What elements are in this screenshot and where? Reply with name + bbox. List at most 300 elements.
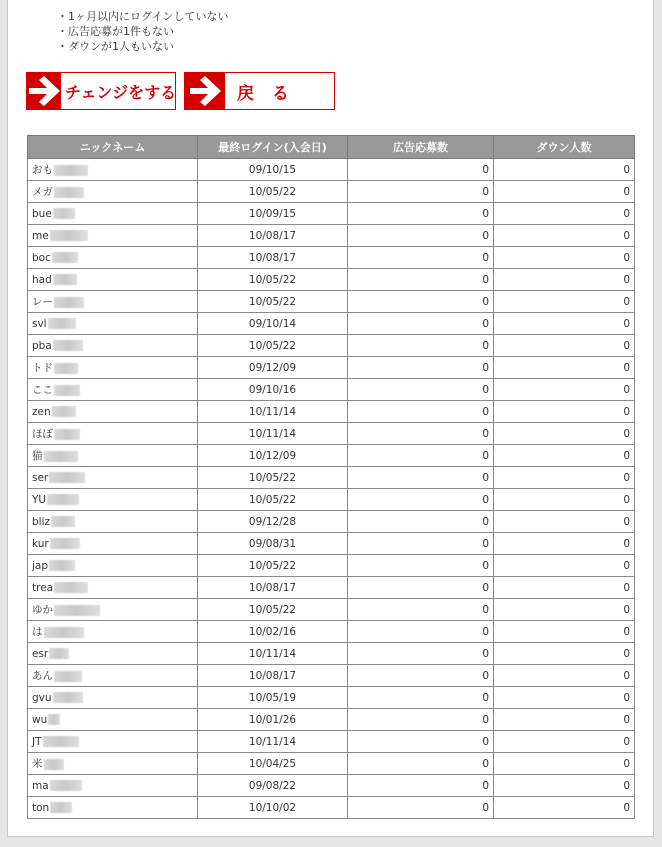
ad-applications-cell-text: 0 (482, 691, 489, 704)
table-row (28, 203, 635, 225)
nickname-cell-text: esr (32, 647, 49, 660)
last-login-cell-text: 10/02/16 (248, 625, 297, 638)
note-no-ad-applications: ・広告応募が1件もない (57, 25, 174, 38)
arrow-right-icon (185, 73, 225, 109)
last-login-cell-text: 10/11/14 (248, 427, 297, 440)
redacted-nickname (49, 472, 85, 483)
table-row (28, 775, 635, 797)
last-login-cell (198, 445, 348, 467)
nickname-cell-text: ほぼ (32, 428, 53, 440)
last-login-cell-text: 10/05/22 (248, 603, 297, 616)
ad-applications-cell (348, 511, 494, 533)
downline-count-cell (494, 181, 635, 203)
last-login-cell (198, 555, 348, 577)
last-login-cell (198, 423, 348, 445)
nickname-cell-text: あん (32, 670, 53, 682)
last-login-cell-text: 09/12/28 (248, 515, 297, 528)
downline-count-cell (494, 775, 635, 797)
table-header-row (28, 136, 635, 159)
table-row (28, 401, 635, 423)
nickname-cell-text: wu (32, 713, 48, 726)
last-login-cell (198, 247, 348, 269)
ad-applications-cell-text: 0 (482, 625, 489, 638)
downline-count-cell (494, 599, 635, 621)
ad-applications-cell (348, 555, 494, 577)
ad-applications-cell (348, 203, 494, 225)
condition-notes (57, 9, 228, 54)
nickname-cell (28, 511, 198, 533)
last-login-cell (198, 511, 348, 533)
table-row (28, 269, 635, 291)
last-login-cell-text: 10/08/17 (248, 251, 297, 264)
table-row (28, 731, 635, 753)
table-row (28, 445, 635, 467)
downline-count-cell-text: 0 (623, 317, 630, 330)
redacted-nickname (53, 340, 83, 351)
nickname-cell-text: ser (32, 471, 49, 484)
nickname-cell-text: had (32, 273, 52, 286)
last-login-cell (198, 291, 348, 313)
downline-count-cell (494, 357, 635, 379)
downline-count-cell-text: 0 (623, 251, 630, 264)
ad-applications-cell-text: 0 (482, 559, 489, 572)
ad-applications-cell-text: 0 (482, 273, 489, 286)
downline-count-cell (494, 621, 635, 643)
nickname-cell (28, 489, 198, 511)
table-row (28, 291, 635, 313)
redacted-nickname (44, 627, 84, 638)
last-login-cell (198, 489, 348, 511)
last-login-cell-text: 10/05/22 (248, 295, 297, 308)
redacted-nickname (52, 406, 76, 417)
ad-applications-cell-text: 0 (482, 471, 489, 484)
nickname-cell-text: kur (32, 537, 49, 550)
last-login-cell-text: 10/12/09 (248, 449, 297, 462)
downline-count-cell (494, 313, 635, 335)
ad-applications-cell-text: 0 (482, 757, 489, 770)
last-login-cell-text: 10/05/22 (248, 273, 297, 286)
redacted-nickname (43, 736, 79, 747)
member-table (27, 135, 635, 819)
last-login-cell-text: 10/04/25 (248, 757, 297, 770)
ad-applications-cell (348, 357, 494, 379)
last-login-cell-text: 09/10/16 (248, 383, 297, 396)
last-login-cell (198, 731, 348, 753)
table-row (28, 489, 635, 511)
nickname-cell-text: trea (32, 581, 54, 594)
last-login-cell (198, 599, 348, 621)
nickname-cell-text: pba (32, 339, 52, 352)
last-login-cell-text: 10/05/22 (248, 559, 297, 572)
table-row (28, 357, 635, 379)
ad-applications-cell (348, 467, 494, 489)
downline-count-cell-text: 0 (623, 647, 630, 660)
ad-applications-cell (348, 445, 494, 467)
downline-count-cell (494, 401, 635, 423)
ad-applications-cell-text: 0 (482, 713, 489, 726)
downline-count-cell-text: 0 (623, 779, 630, 792)
ad-applications-cell-text: 0 (482, 669, 489, 682)
table-row (28, 797, 635, 819)
column-header-downline-count: ダウン人数 (494, 136, 635, 159)
redacted-nickname (50, 802, 72, 813)
ad-applications-cell-text: 0 (482, 383, 489, 396)
ad-applications-cell-text: 0 (482, 581, 489, 594)
nickname-cell-text: bliz (32, 515, 51, 528)
table-row (28, 225, 635, 247)
last-login-cell (198, 577, 348, 599)
downline-count-cell (494, 225, 635, 247)
downline-count-cell-text: 0 (623, 581, 630, 594)
downline-count-cell-text: 0 (623, 493, 630, 506)
table-row (28, 709, 635, 731)
downline-count-cell (494, 159, 635, 181)
downline-count-cell (494, 555, 635, 577)
downline-count-cell (494, 533, 635, 555)
nickname-cell (28, 797, 198, 819)
downline-count-cell (494, 269, 635, 291)
downline-count-cell (494, 643, 635, 665)
nickname-cell (28, 467, 198, 489)
table-row (28, 621, 635, 643)
nickname-cell (28, 159, 198, 181)
nickname-cell (28, 203, 198, 225)
last-login-cell-text: 10/01/26 (248, 713, 297, 726)
last-login-cell-text: 10/08/17 (248, 581, 297, 594)
table-row (28, 577, 635, 599)
nickname-cell-text: YU (32, 493, 47, 506)
nickname-cell (28, 247, 198, 269)
last-login-cell (198, 269, 348, 291)
ad-applications-cell (348, 753, 494, 775)
downline-count-cell-text: 0 (623, 757, 630, 770)
nickname-cell-text: 猫 (32, 450, 43, 462)
last-login-cell-text: 10/05/22 (248, 185, 297, 198)
last-login-cell (198, 203, 348, 225)
nickname-cell (28, 665, 198, 687)
downline-count-cell (494, 511, 635, 533)
downline-count-cell (494, 291, 635, 313)
ad-applications-cell (348, 159, 494, 181)
nickname-cell (28, 555, 198, 577)
ad-applications-cell (348, 313, 494, 335)
redacted-nickname (53, 692, 83, 703)
table-row (28, 555, 635, 577)
nickname-cell-text: JT (32, 735, 42, 748)
ad-applications-cell-text: 0 (482, 779, 489, 792)
ad-applications-cell (348, 247, 494, 269)
nickname-cell (28, 225, 198, 247)
nickname-cell-text: 米 (32, 758, 43, 770)
redacted-nickname (51, 516, 75, 527)
downline-count-cell-text: 0 (623, 427, 630, 440)
nickname-cell (28, 269, 198, 291)
ad-applications-cell-text: 0 (482, 603, 489, 616)
downline-count-cell-text: 0 (623, 295, 630, 308)
ad-applications-cell-text: 0 (482, 361, 489, 374)
nickname-cell-text: レー (32, 296, 53, 308)
last-login-cell (198, 379, 348, 401)
ad-applications-cell-text: 0 (482, 647, 489, 660)
last-login-cell (198, 181, 348, 203)
last-login-cell (198, 467, 348, 489)
last-login-cell (198, 159, 348, 181)
table-row (28, 467, 635, 489)
nickname-cell-text: boc (32, 251, 51, 264)
downline-count-cell-text: 0 (623, 515, 630, 528)
last-login-cell (198, 313, 348, 335)
redacted-nickname (54, 187, 84, 198)
last-login-cell-text: 10/08/17 (248, 229, 297, 242)
last-login-cell (198, 775, 348, 797)
last-login-cell (198, 357, 348, 379)
redacted-nickname (54, 297, 84, 308)
ad-applications-cell (348, 797, 494, 819)
table-row (28, 753, 635, 775)
downline-count-cell-text: 0 (623, 405, 630, 418)
nickname-cell (28, 731, 198, 753)
ad-applications-cell (348, 291, 494, 313)
ad-applications-cell-text: 0 (482, 207, 489, 220)
downline-count-cell (494, 709, 635, 731)
nickname-cell (28, 687, 198, 709)
last-login-cell (198, 687, 348, 709)
redacted-nickname (53, 208, 75, 219)
ad-applications-cell (348, 643, 494, 665)
downline-count-cell-text: 0 (623, 559, 630, 572)
ad-applications-cell (348, 225, 494, 247)
redacted-nickname (53, 274, 77, 285)
downline-count-cell (494, 577, 635, 599)
redacted-nickname (50, 538, 80, 549)
nickname-cell-text: ton (32, 801, 50, 814)
redacted-nickname (54, 165, 88, 176)
downline-count-cell-text: 0 (623, 801, 630, 814)
nickname-cell (28, 423, 198, 445)
table-row (28, 533, 635, 555)
nickname-cell-text: me (32, 229, 49, 242)
ad-applications-cell-text: 0 (482, 163, 489, 176)
ad-applications-cell-text: 0 (482, 185, 489, 198)
nickname-cell-text: jap (32, 559, 49, 572)
redacted-nickname (48, 714, 60, 725)
last-login-cell (198, 335, 348, 357)
downline-count-cell-text: 0 (623, 339, 630, 352)
redacted-nickname (50, 780, 82, 791)
nickname-cell-text: zen (32, 405, 51, 418)
redacted-nickname (49, 560, 75, 571)
downline-count-cell-text: 0 (623, 185, 630, 198)
table-row (28, 313, 635, 335)
nickname-cell (28, 445, 198, 467)
ad-applications-cell-text: 0 (482, 449, 489, 462)
downline-count-cell-text: 0 (623, 603, 630, 616)
change-button[interactable] (26, 72, 176, 110)
ad-applications-cell (348, 665, 494, 687)
downline-count-cell (494, 467, 635, 489)
ad-applications-cell (348, 181, 494, 203)
nickname-cell-text: gvu (32, 691, 52, 704)
redacted-nickname (54, 363, 78, 374)
ad-applications-cell-text: 0 (482, 801, 489, 814)
ad-applications-cell (348, 599, 494, 621)
downline-count-cell-text: 0 (623, 383, 630, 396)
last-login-cell-text: 10/11/14 (248, 405, 297, 418)
note-no-login: ・1ヶ月以内にログインしていない (57, 10, 229, 23)
ad-applications-cell-text: 0 (482, 251, 489, 264)
nickname-cell-text: ここ (32, 384, 53, 396)
downline-count-cell (494, 665, 635, 687)
table-row (28, 599, 635, 621)
last-login-cell-text: 10/08/17 (248, 669, 297, 682)
nickname-cell-text: svl (32, 317, 47, 330)
nickname-cell (28, 533, 198, 555)
ad-applications-cell (348, 775, 494, 797)
downline-count-cell (494, 247, 635, 269)
downline-count-cell-text: 0 (623, 361, 630, 374)
downline-count-cell (494, 423, 635, 445)
downline-count-cell (494, 335, 635, 357)
back-button-label: 戻 る (237, 83, 295, 104)
redacted-nickname (54, 671, 82, 682)
last-login-cell-text: 09/10/15 (248, 163, 297, 176)
ad-applications-cell (348, 379, 494, 401)
ad-applications-cell-text: 0 (482, 427, 489, 440)
nickname-cell-text: は (32, 626, 43, 638)
nickname-cell (28, 335, 198, 357)
ad-applications-cell-text: 0 (482, 735, 489, 748)
last-login-cell (198, 643, 348, 665)
nickname-cell (28, 379, 198, 401)
nickname-cell (28, 357, 198, 379)
last-login-cell-text: 10/05/22 (248, 493, 297, 506)
last-login-cell-text: 10/11/14 (248, 735, 297, 748)
redacted-nickname (52, 252, 78, 263)
column-header-nickname: ニックネーム (28, 136, 198, 159)
downline-count-cell (494, 379, 635, 401)
nickname-cell (28, 753, 198, 775)
downline-count-cell-text: 0 (623, 449, 630, 462)
redacted-nickname (49, 648, 69, 659)
ad-applications-cell (348, 335, 494, 357)
redacted-nickname (54, 582, 88, 593)
redacted-nickname (44, 759, 64, 770)
last-login-cell-text: 10/05/22 (248, 471, 297, 484)
ad-applications-cell (348, 401, 494, 423)
table-row (28, 247, 635, 269)
column-header-ad-applications: 広告応募数 (348, 136, 494, 159)
ad-applications-cell (348, 489, 494, 511)
arrow-right-icon (27, 73, 61, 109)
ad-applications-cell (348, 269, 494, 291)
last-login-cell-text: 10/11/14 (248, 647, 297, 660)
ad-applications-cell (348, 533, 494, 555)
last-login-cell-text: 09/12/09 (248, 361, 297, 374)
last-login-cell (198, 709, 348, 731)
last-login-cell (198, 401, 348, 423)
nickname-cell (28, 577, 198, 599)
ad-applications-cell (348, 687, 494, 709)
ad-applications-cell (348, 731, 494, 753)
nickname-cell (28, 181, 198, 203)
ad-applications-cell (348, 577, 494, 599)
downline-count-cell (494, 687, 635, 709)
downline-count-cell-text: 0 (623, 471, 630, 484)
redacted-nickname (48, 318, 76, 329)
nickname-cell (28, 401, 198, 423)
ad-applications-cell-text: 0 (482, 515, 489, 528)
last-login-cell (198, 753, 348, 775)
table-row (28, 335, 635, 357)
last-login-cell (198, 533, 348, 555)
last-login-cell-text: 09/08/22 (248, 779, 297, 792)
downline-count-cell (494, 797, 635, 819)
table-row (28, 423, 635, 445)
downline-count-cell (494, 753, 635, 775)
redacted-nickname (54, 385, 80, 396)
ad-applications-cell (348, 423, 494, 445)
nickname-cell (28, 621, 198, 643)
last-login-cell-text: 10/10/02 (248, 801, 297, 814)
note-no-downline: ・ダウンが1人もいない (57, 40, 174, 53)
last-login-cell (198, 621, 348, 643)
ad-applications-cell (348, 709, 494, 731)
column-header-last-login: 最終ログイン(入会日) (198, 136, 348, 159)
nickname-cell-text: トド (32, 362, 53, 374)
downline-count-cell-text: 0 (623, 691, 630, 704)
downline-count-cell-text: 0 (623, 229, 630, 242)
table-row (28, 665, 635, 687)
downline-count-cell-text: 0 (623, 163, 630, 176)
table-row (28, 379, 635, 401)
table-row (28, 511, 635, 533)
nickname-cell (28, 709, 198, 731)
ad-applications-cell-text: 0 (482, 493, 489, 506)
nickname-cell-text: bue (32, 207, 52, 220)
back-button[interactable] (184, 72, 335, 110)
table-body (28, 159, 635, 819)
ad-applications-cell-text: 0 (482, 317, 489, 330)
nickname-cell (28, 313, 198, 335)
redacted-nickname (50, 230, 88, 241)
ad-applications-cell-text: 0 (482, 537, 489, 550)
downline-count-cell-text: 0 (623, 207, 630, 220)
downline-count-cell-text: 0 (623, 537, 630, 550)
last-login-cell-text: 10/05/19 (248, 691, 297, 704)
change-button-label: チェンジをする (65, 82, 177, 102)
downline-count-cell (494, 203, 635, 225)
ad-applications-cell-text: 0 (482, 229, 489, 242)
last-login-cell-text: 09/10/14 (248, 317, 297, 330)
downline-count-cell-text: 0 (623, 625, 630, 638)
nickname-cell-text: ma (32, 779, 49, 792)
ad-applications-cell-text: 0 (482, 339, 489, 352)
nickname-cell (28, 643, 198, 665)
downline-count-cell (494, 489, 635, 511)
ad-applications-cell (348, 621, 494, 643)
table-row (28, 159, 635, 181)
redacted-nickname (54, 605, 100, 616)
last-login-cell-text: 10/05/22 (248, 339, 297, 352)
downline-count-cell (494, 445, 635, 467)
table-row (28, 181, 635, 203)
downline-count-cell (494, 731, 635, 753)
nickname-cell-text: ゆか (32, 604, 53, 616)
redacted-nickname (47, 494, 79, 505)
downline-count-cell-text: 0 (623, 669, 630, 682)
table-row (28, 687, 635, 709)
last-login-cell (198, 797, 348, 819)
